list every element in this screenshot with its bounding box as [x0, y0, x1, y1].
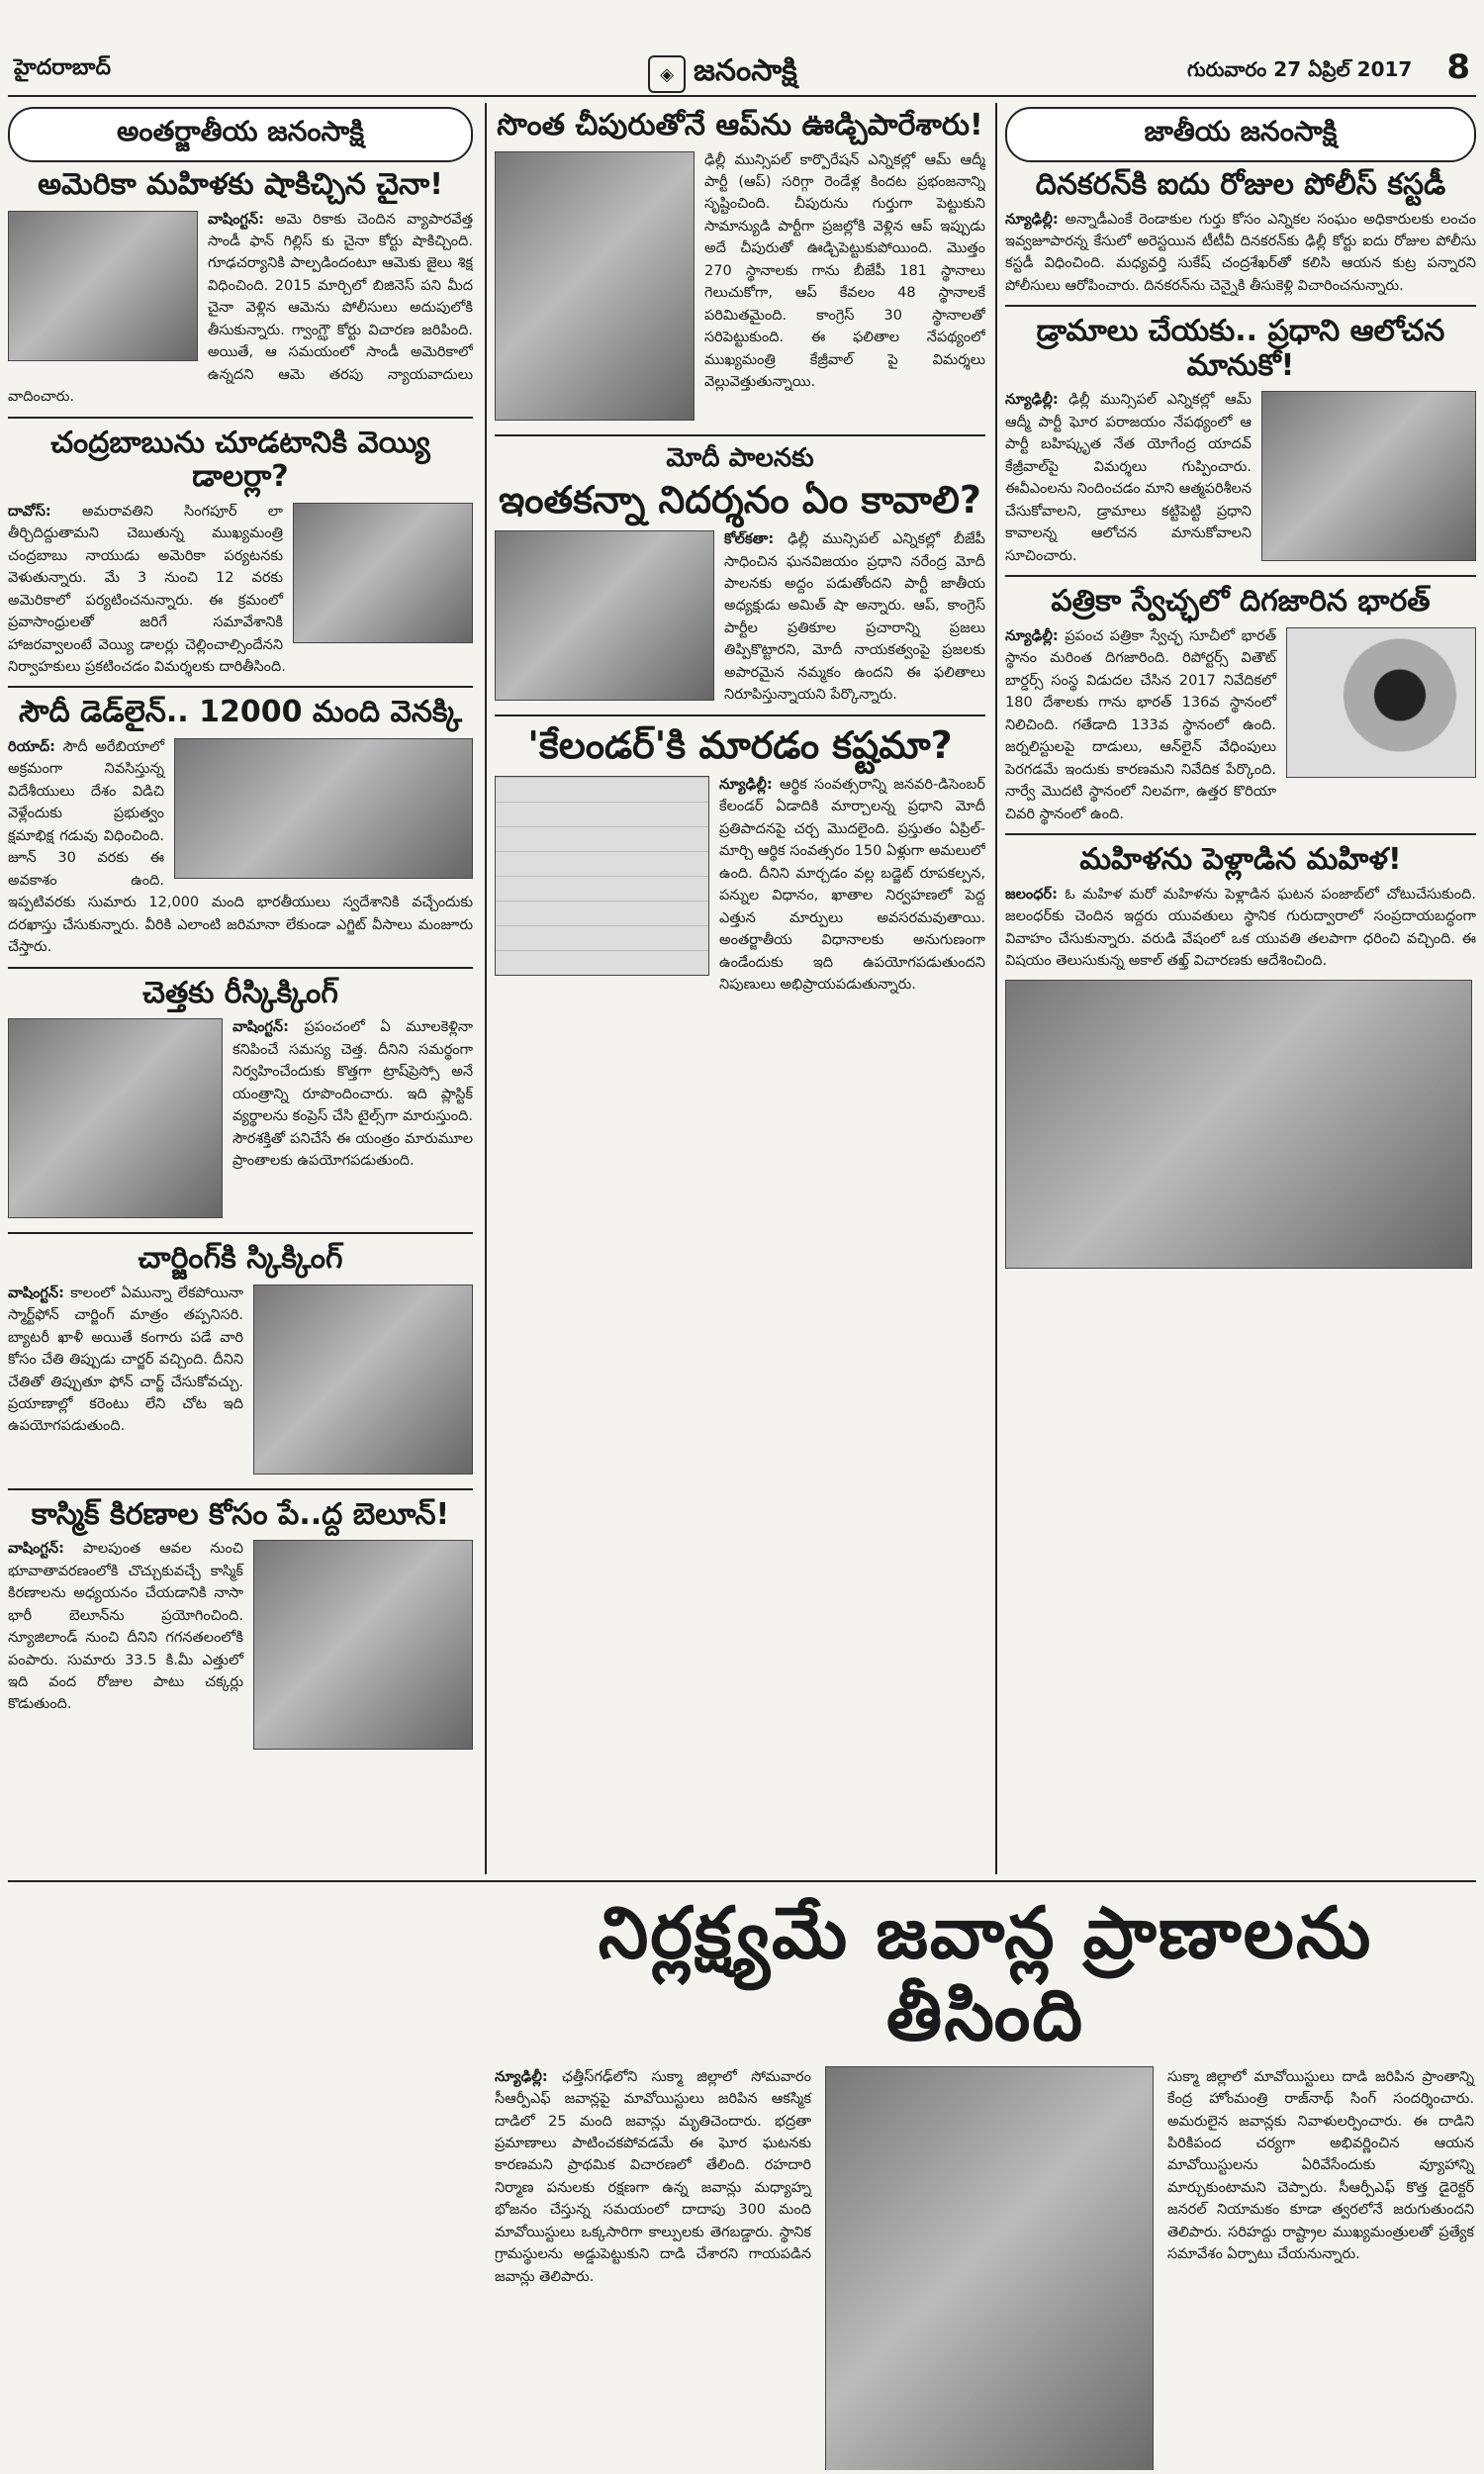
headline: సొంత చీపురుతోనే ఆప్‌ను ఊడ్చిపారేశారు! — [497, 108, 983, 143]
headline: డ్రామాలు చేయకు.. ప్రధాని ఆలోచన మానుకో! — [1036, 314, 1445, 383]
photo-kejriwal — [495, 151, 695, 421]
lead-headline: నిర్లక్ష్యమే జవాన్ల ప్రాణాలను తీసింది — [598, 1891, 1373, 2056]
article-body: కోల్‌కతా: ఢిల్లీ మున్సిపల్ ఎన్నికల్లో బీజేపీ సాధించిన ఘనవిజయం ప్రధాని నరేంద్ర మోదీ పాలనకు అద్దం పడుతోందని పార్టీ జాతీయ అధ్యక్షుడు అమిత్ షా అన్నారు. ఆప్, కాంగ్రెస్ పార్టీల ప్రతికూల ప్రచారాన్ని ప్రజలు తిప్పికొట్టారని, మోదీ నాయకత్వంపై ప్రజలకు అపారమైన నమ్మకం ఉందని ఈ ఫలితాలు నిరూపిస్తున్నాయని పేర్కొన్నారు. — [724, 531, 985, 704]
headline: అమెరికా మహిళకు షాకిచ్చిన చైనా! — [38, 167, 443, 202]
article-body: వాషింగ్టన్: ప్రపంచంలో ఏ మూలకెళ్లినా కనిపించే సమస్య చెత్త. దీనిని సమర్థంగా నిర్వహించేందుకు కొత్తగా ట్రాష్‌ప్రెస్సో అనే యంత్రాన్ని రూపొందించారు. ఇది ప్లాస్టిక్ వ్యర్థాలను కంప్రెస్ చేసి టైల్స్‌గా మారుస్తుంది. సౌరశక్తితో పనిచేసే ఈ యంత్రం మారుమూల ప్రాంతాలకు ఉపయోగపడుతుంది. — [232, 1019, 473, 1169]
article-body: ఢిల్లీ మున్సిపల్ కార్పొరేషన్ ఎన్నికల్లో ఆమ్ ఆద్మీ పార్టీ (ఆప్) సరిగ్గా రెండేళ్ల కిందట ప్రభంజనాన్ని సృష్టించింది. చీపురును గుర్తుగా పెట్టుకుని సామాన్యుడి పార్టీగా ప్రజల్లోకి వెళ్లిన ఆప్ ఇప్పుడు అదే చీపురుతో ఊడ్చిపెట్టుకుపోయింది. మొత్తం 270 స్థానాలకు గాను బీజేపీ 181 స్థానాలు గెలుచుకోగా, ఆప్ కేవలం 48 స్థానాలకే పరిమితమైంది. కాంగ్రెస్ 30 స్థానాలతో సరిపెట్టుకుంది. ఈ ఫలితాల నేపథ్యంలో ముఖ్యమంత్రి కేజ్రీవాల్ పై విమర్శలు వెల్లువెత్తుతున్నాయి. — [704, 151, 985, 391]
headline: చంద్రబాబును చూడటానికి వెయ్యి డాలర్లా? — [50, 425, 430, 495]
photo-chandrababu — [293, 503, 473, 643]
article-body: వాషింగ్టన్: అమె రికాకు చెందిన వ్యాపారవేత్త సాండీ ఫాన్ గిల్లిస్ కు చైనా కోర్టు షాకిచ్చింది. గూఢచర్యానికి పాల్పడిందంటూ ఆమెకు జైలు శిక్ష విధించింది. 2015 మార్చిలో బిజినెస్ పని మీద చైనా వెళ్లిన ఆమెను పోలీసులు అదుపులోకి తీసుకున్నారు. గ్వాంగ్ఝౌ కోర్టు విచారణ జరిపింది. అయితే, ఆ సమయంలో సాండీ అమెరికాలో ఉన్నదని ఆమె తరపు న్యాయవాదులు వాదించారు. — [8, 211, 473, 406]
lead-body-left: న్యూఢిల్లీ: ఛత్తీస్‌గఢ్‌లోని సుక్మా జిల్లాలో సోమవారం సీఆర్పీఎఫ్ జవాన్లపై మావోయిస్టులు జరిపిన ఆకస్మిక దాడిలో 25 మంది జవాన్లు మృతిచెందారు. భద్రతా ప్రమాణాలు పాటించకపోవడమే ఈ ఘోర ఘటనకు కారణమని ప్రాథమిక విచారణలో తేలింది. రహదారి నిర్మాణ పనులకు రక్షణగా ఉన్న జవాన్లు మధ్యాహ్న భోజనం చేస్తున్న సమయంలో దాదాపు 300 మంది మావోయిస్టులు ఒక్కసారిగా కాల్పులకు తెగబడ్డారు. స్థానిక గ్రామస్థులను అడ్డుపెట్టుకుని దాడి చేశారని గాయపడిన జవాన్లు తెలిపారు. — [495, 2068, 811, 2285]
article-body: న్యూఢిల్లీ: అన్నాడీఎంకే రెండాకుల గుర్తు కోసం ఎన్నికల సంఘం అధికారులకు లంచం ఇవ్వజూపారన్న కేసులో అరెస్టయిన టీటీవీ దినకరన్‌కు ఢిల్లీ కోర్టు ఐదు రోజుల పోలీసు కస్టడీ విధించింది. మధ్యవర్తి సుకేష్ చంద్రశేఖర్‌తో కలిసి ఆయన కుట్ర పన్నారని పోలీసులు ఆరోపించారు. దినకరన్‌ను చెన్నైకి తీసుకెళ్లి విచారించనున్నారు. — [1005, 211, 1476, 294]
page-number: 8 — [1446, 48, 1470, 87]
lead-story — [495, 1886, 1476, 2470]
photo-woman — [8, 211, 198, 361]
photo-hand-charger — [253, 1285, 473, 1475]
headline: ఇంతకన్నా నిదర్శనం ఏం కావాలి? — [499, 478, 981, 523]
photo-calendar — [495, 776, 709, 976]
section-rule — [8, 1880, 1476, 1882]
section-national: జాతీయ జనంసాక్షి — [1005, 107, 1476, 162]
photo-yogendra-yadav — [1261, 391, 1476, 561]
masthead-title: జనంసాక్షి — [694, 53, 797, 88]
national-column — [1005, 103, 1476, 1874]
photo-wedding-hands — [1005, 980, 1472, 1269]
bottom-left-area — [8, 1886, 473, 2470]
headline: దినకరన్‌కి ఐదు రోజుల పోలీస్ కస్టడీ — [1035, 167, 1446, 202]
article-body: రియాద్: సౌదీ అరేబియాలో అక్రమంగా నివసిస్తున్న విదేశీయులు దేశం విడిచి వెళ్లేందుకు ప్రభుత్వం క్షమాభిక్ష గడువు విధించింది. జూన్ 30 వరకు ఈ అవకాశం ఉంది. ఇప్పటివరకు సుమారు 12,000 మంది భారతీయులు స్వదేశానికి వచ్చేందుకు దరఖాస్తు చేసుకున్నారు. వీరికి ఎలాంటి జరిమానా లేకుండా ఎగ్జిట్ వీసాలు మంజూరు చేస్తారు. — [8, 738, 473, 956]
headline: మహిళను పెళ్లాడిన మహిళ! — [1079, 842, 1402, 878]
photo-crpf-jawans — [825, 2066, 1154, 2470]
headline: కాస్మిక్ కిరణాల కోసం పే..ద్ద బెలూన్! — [31, 1496, 450, 1532]
headline: చెత్తకు రీస్కిక్కింగ్ — [142, 975, 338, 1010]
column-divider — [995, 103, 997, 1874]
headline: చార్జింగ్‌కి స్కిక్కింగ్ — [138, 1241, 343, 1277]
page-header — [0, 0, 1484, 89]
headline: పత్రికా స్వేచ్ఛలో దిగజారిన భారత్ — [1051, 584, 1431, 619]
article-body: న్యూఢిల్లీ: ఢిల్లీ మున్సిపల్ ఎన్నికల్లో ఆమ్ ఆద్మీ పార్టీ ఘోర పరాజయం నేపథ్యంలో ఆ పార్టీ బహిష్కృత నేత యోగేంద్ర యాదవ్ కేజ్రీవాల్‌పై విమర్శలు గుప్పించారు. ఈవీఎంలను నిందించడం మాని ఆత్మపరిశీలన చేసుకోవాలని, డ్రామాలు కట్టిపెట్టి ప్రధాని కావాలన్న ఆలోచన మానుకోవాలని సూచించారు. — [1005, 392, 1252, 564]
header-rule — [8, 95, 1476, 97]
headline: సౌదీ డెడ్‌లైన్.. 12000 మంది వెనక్కి — [18, 695, 463, 730]
photo-amit-shah — [495, 530, 714, 701]
section-international: అంతర్జాతీయ జనంసాక్షి — [8, 107, 473, 162]
article-body: దావోస్: అమరావతిని సింగపూర్ లా తీర్చిదిద్దుతామని చెబుతున్న ముఖ్యమంత్రి చంద్రబాబు నాయుడు అమెరికా పర్యటనకు వెళుతున్నారు. మే 3 నుంచి 12 వరకు అమెరికాలో పర్యటించనున్నారు. ఈ క్రమంలో ప్రవాసాంధ్రులతో జరిగే సమావేశానికి హాజరవ్వాలంటే వెయ్యి డాలర్లు చెల్లించాల్సిందేనని నిర్వాహకులు ప్రకటించడం విమర్శలకు దారితీసింది. — [8, 503, 286, 675]
article-body: న్యూఢిల్లీ: ప్రపంచ పత్రికా స్వేచ్ఛ సూచీలో భారత్ స్థానం మరింత దిగజారింది. రిపోర్టర్స్ వితౌట్ బార్డర్స్ సంస్థ విడుదల చేసిన 2017 నివేదికలో 180 దేశాలకు గాను భారత్ 136వ స్థానంలో నిలిచింది. గతేడాది 133వ స్థానంలో ఉంది. జర్నలిస్టులపై దాడులు, ఆన్‌లైన్ వేధింపులు పెరగడమే ఇందుకు కారణమని నివేదిక పేర్కొంది. నార్వే మొదటి స్థానంలో నిలవగా, ఉత్తర కొరియా చివరి స్థానంలో ఉంది. — [1005, 627, 1276, 822]
international-column — [8, 103, 473, 1874]
photo-saudi-queue — [174, 738, 473, 879]
masthead-logo-icon: ◈ — [648, 55, 686, 93]
center-column — [495, 103, 985, 1874]
article-body: న్యూఢిల్లీ: ఆర్థిక సంవత్సరాన్ని జనవరి-డిసెంబర్ కేలండర్ ఏడాదికి మార్చాలన్న ప్రధాని మోదీ ప్రతిపాదనపై చర్చ మొదలైంది. ప్రస్తుతం ఏప్రిల్-మార్చి ఆర్థిక సంవత్సరం 150 ఏళ్లుగా అమలులో ఉంది. దీనిని మార్చడం వల్ల బడ్జెట్ రూపకల్పన, పన్నుల విధానం, ఖాతాల నిర్వహణలో పెద్ద ఎత్తున మార్పులు అవసరమవుతాయి. అంతర్జాతీయ విధానాలకు అనుగుణంగా ఉండేందుకు ఇది ఉపయోగపడుతుందని నిపుణులు అభిప్రాయపడుతున్నారు. — [719, 776, 985, 993]
article-body: వాషింగ్టన్: పాలపుంత ఆవల నుంచి భూవాతావరణంలోకి చొచ్చుకువచ్చే కాస్మిక్ కిరణాలను అధ్యయనం చేయడానికి నాసా భారీ బెలూన్‌ను ప్రయోగించింది. న్యూజిలాండ్ నుంచి దీనిని గగనతలంలోకి పంపారు. సుమారు 33.5 కి.మీ ఎత్తులో ఇది వంద రోజుల పాటు చక్కర్లు కొడుతుంది. — [8, 1541, 244, 1713]
column-divider — [485, 103, 487, 1874]
kicker: మోదీ పాలనకు — [666, 442, 814, 473]
photo-trashpresso — [8, 1018, 223, 1218]
photo-nasa-balloon — [253, 1540, 473, 1750]
article-body: వాషింగ్టన్: కాలంలో ఏమున్నా లేకపోయినా స్మార్ట్‌ఫోన్ చార్జింగ్ మాత్రం తప్పనిసరి. బ్యాటరీ ఖాళీ అయితే కంగారు పడే వారి కోసం చేతి తిప్పుడు చార్జర్ వచ్చింది. దీనిని చేతితో తిప్పుతూ ఫోన్ చార్జ్ చేసుకోవచ్చు. ప్రయాణాల్లో కరెంటు లేని చోట ఇది ఉపయోగపడుతుంది. — [8, 1285, 243, 1435]
issue-date: గురువారం 27 ఏప్రిల్ 2017 — [1187, 57, 1413, 81]
article-body: జలంధర్: ఓ మహిళ మరో మహిళను పెళ్లాడిన ఘటన పంజాబ్‌లో చోటుచేసుకుంది. జలంధర్‌కు చెందిన ఇద్దరు యువతులు స్థానిక గురుద్వారాలో సంప్రదాయబద్ధంగా వివాహం చేసుకున్నారు. వరుడి వేషంలో ఒక యువతి తలపాగా ధరించి వచ్చింది. ఈ విషయం తెలుసుకున్న అకాల్ తఖ్త్ విచారణకు ఆదేశించింది. — [1005, 886, 1476, 969]
photo-press-freedom-map — [1286, 627, 1476, 778]
headline: 'కేలండర్'కి మారడం కష్టమా? — [527, 723, 953, 768]
masthead — [648, 53, 797, 95]
city-label: హైదరాబాద్ — [14, 55, 111, 80]
lead-body-right: సుక్మా జిల్లాలో మావోయిస్టులు దాడి జరిపిన ప్రాంతాన్ని కేంద్ర హోంమంత్రి రాజ్‌నాథ్ సింగ్ సందర్శించారు. అమరులైన జవాన్లకు నివాళులర్పించారు. ఈ దాడిని పిరికిపంద చర్యగా అభివర్ణించిన ఆయన మావోయిస్టులను ఏరివేసేందుకు వ్యూహాన్ని మార్చుకుంటామని చెప్పారు. సీఆర్పీఎఫ్ కొత్త డైరెక్టర్ జనరల్ నియామకం కూడా త్వరలోనే జరుగుతుందని తెలిపారు. సరిహద్దు రాష్ట్రాల ముఖ్యమంత్రులతో ప్రత్యేక సమావేశం ఏర్పాటు చేయనున్నారు. — [1167, 2068, 1474, 2263]
